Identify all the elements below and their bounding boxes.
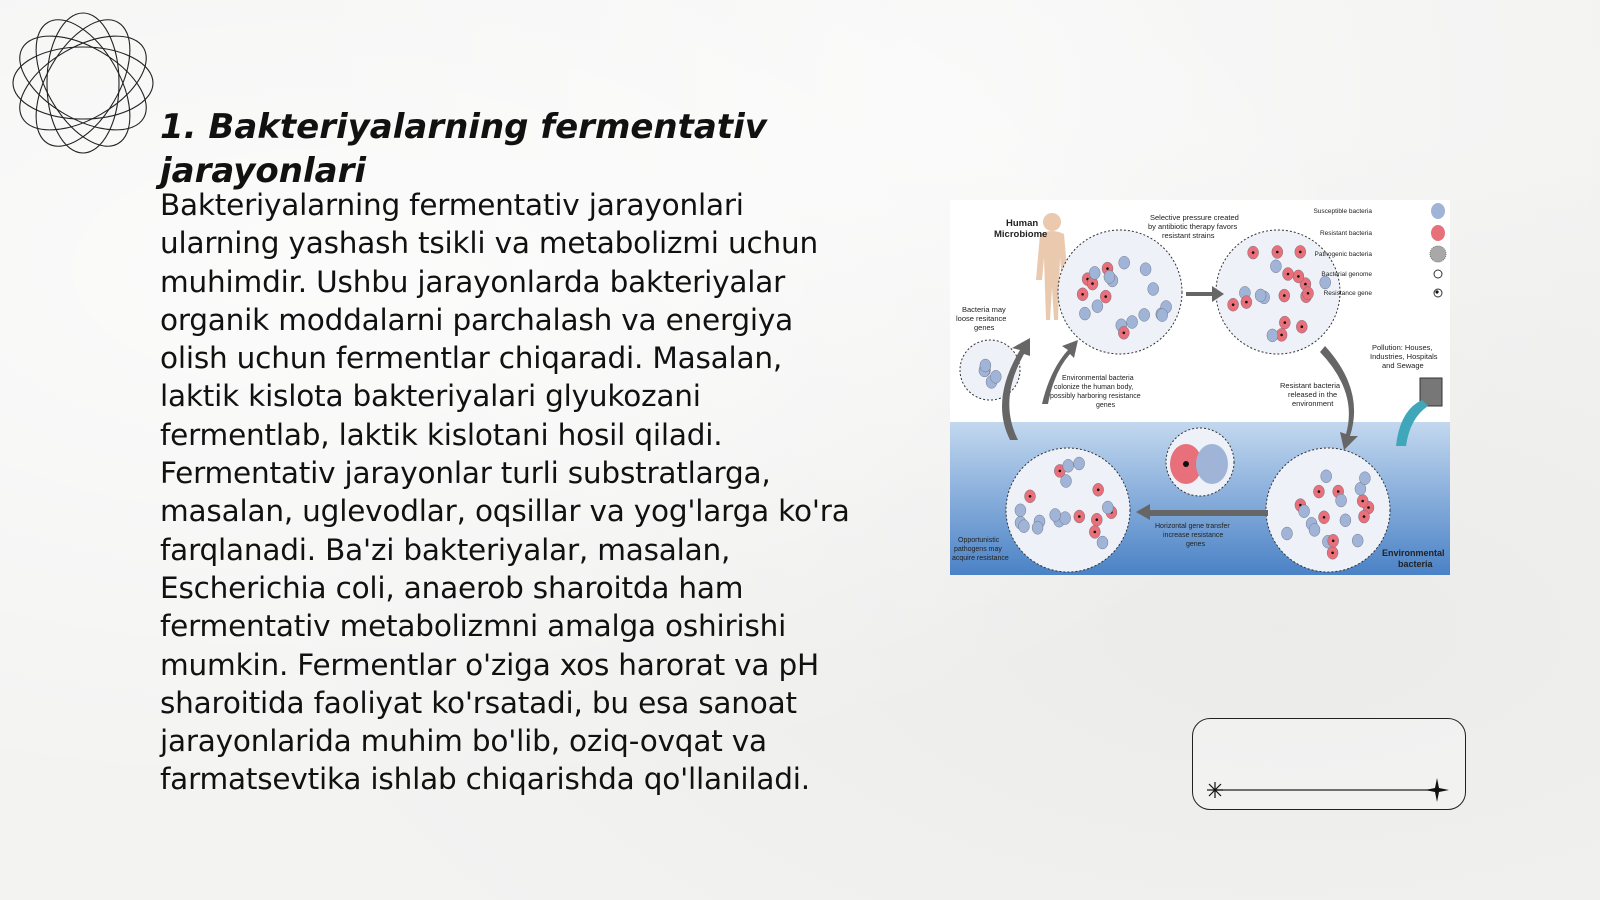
legend-resistant: Resistant bacteria (1319, 230, 1372, 237)
label-human-microbiome: Human Microbiome (994, 218, 1048, 240)
susceptible-bacterium (1063, 459, 1074, 472)
resistance-gene-dot (1094, 531, 1097, 534)
susceptible-bacterium (1282, 527, 1293, 540)
resistance-gene-dot (1123, 332, 1126, 335)
susceptible-bacterium (1359, 472, 1370, 485)
resistance-gene-dot (1301, 325, 1304, 328)
label-environmental-bacteria: Environmental bacteria (1382, 548, 1445, 569)
susceptible-bacterium (1102, 501, 1113, 514)
susceptible-bacterium (1321, 470, 1332, 483)
label-selective-pressure: Selective pressure created by antibiotic therapy favors resistant strains (1148, 213, 1239, 240)
label-pollution: Pollution: Houses, Industries, Hospitals and Sewage (1370, 343, 1438, 370)
susceptible-bacterium (1352, 534, 1363, 547)
susceptible-bacterium (980, 359, 991, 372)
resistance-gene-dot (1363, 515, 1366, 518)
susceptible-bacterium (1050, 509, 1061, 522)
resistance-gene-dot (1297, 275, 1300, 278)
susceptible-bacterium (1015, 504, 1026, 517)
resistance-gene-dot (1361, 500, 1364, 503)
label-env-colonize: Environmental bacteria colonize the human body, possibly harboring resistance genes (1050, 375, 1141, 409)
legend-resistance-gene: Resistance gene (1323, 290, 1372, 297)
susceptible-bacterium (1309, 523, 1320, 536)
timeline-box (1192, 718, 1466, 810)
resistance-gene-dot (1337, 490, 1340, 493)
legend-susceptible: Susceptible bacteria (1313, 208, 1372, 215)
figure-canvas (950, 200, 1450, 575)
susceptible-bacterium (1267, 329, 1278, 342)
susceptible-bacterium (1139, 308, 1150, 321)
circular-knot-ornament-icon (8, 8, 158, 158)
resistance-gene-dot (1287, 273, 1290, 276)
susceptible-bacterium (1119, 256, 1130, 269)
resistance-gene-dot (1078, 515, 1081, 518)
resistance-gene-dot (1304, 283, 1307, 286)
label-opportunistic: Opportunistic pathogens may acquire resistance (952, 537, 1009, 562)
susceptible-bacterium (1097, 536, 1108, 549)
legend-pathogenic: Pathogenic bacteria (1314, 251, 1372, 258)
label-horizontal: Horizontal gene transfer increase resistance genes (1155, 523, 1230, 548)
resistance-gene-dot (1367, 506, 1370, 509)
resistance-gene-dot (1081, 293, 1084, 296)
resistance-cycle-figure (950, 200, 1450, 575)
resistance-gene-dot (1318, 490, 1321, 493)
susceptible-bacterium (1299, 505, 1310, 518)
sparkle-icon (1207, 782, 1223, 798)
resistance-gene-dot (1283, 294, 1286, 297)
resistance-gene-dot (1331, 552, 1334, 555)
resistance-gene-dot (1029, 495, 1032, 498)
resistance-gene-dot (1252, 251, 1255, 254)
resistance-gene-dot (1280, 334, 1283, 337)
susceptible-bacterium (1336, 494, 1347, 507)
resistance-gene-dot (1091, 282, 1094, 285)
susceptible-bacterium (1255, 289, 1266, 302)
resistance-gene-dot (1245, 301, 1248, 304)
label-resistant-released: Resistant bacteria released in the environment (1280, 381, 1341, 408)
resistance-gene-dot (1097, 489, 1100, 492)
resistance-gene-dot (1276, 251, 1279, 254)
resistance-gene-dot (1323, 516, 1326, 519)
resistance-gene-dot (1059, 470, 1062, 473)
susceptible-bacterium (1140, 263, 1151, 276)
susceptible-bacterium (1340, 514, 1351, 527)
susceptible-bacterium (1060, 512, 1071, 525)
susceptible-bacterium (1157, 309, 1168, 322)
susceptible-bacterium (990, 370, 1001, 383)
susceptible-bacterium (1018, 520, 1029, 533)
timeline-graphic (1193, 719, 1465, 809)
susceptible-bacterium (1089, 266, 1100, 279)
resistance-gene-dot (1284, 321, 1287, 324)
label-bacteria-may-loose: Bacteria may loose resitance genes (956, 305, 1007, 332)
susceptible-bacterium (1092, 300, 1103, 313)
susceptible-bacterium (1079, 307, 1090, 320)
resistance-gene-dot (1106, 267, 1109, 270)
star-cross-icon (1425, 778, 1449, 802)
susceptible-bacterium (1104, 270, 1115, 283)
susceptible-bacterium (1148, 283, 1159, 296)
resistance-gene-dot (1307, 292, 1310, 295)
susceptible-bacterium (1032, 521, 1043, 534)
resistance-gene-dot (1232, 303, 1235, 306)
legend-genome: Bacterial genome (1321, 271, 1372, 278)
slide-title: 1. Bakteriyalarning fermentativ jarayonlari (160, 107, 767, 191)
resistance-gene-dot (1104, 295, 1107, 298)
resistance-gene-dot (1299, 251, 1302, 254)
susceptible-bacterium (1074, 457, 1085, 470)
gene-transfer-circle (1166, 428, 1234, 496)
resistance-gene-dot (1096, 518, 1099, 521)
body-text: Bakteriyalarning fermentativ jarayonlari ularning yashash tsikli va metabolizmi uchun muhimdir. Ushbu jarayonlarda bakteriyalar organik moddalarni parchalash va energiya olish uchun fermentlar chiqaradi. Masalan, laktik kislota bakteriyalari glyukozani fermentlab, laktik kislotani hosil qiladi. Fermentativ jarayonlar turli substratlarga, masalan, uglevodlar, oqsillar va yog'larga ko'ra farqlanadi. Ba'zi bakteriyalar, masalan, Escherichia coli, anaerob sharoitda ham fermentativ metabolizmni amalga oshirishi mumkin. Fermentlar o'ziga xos harorat va pH sharoitida faoliyat ko'rsatadi, bu esa sanoat jarayonlarida muhim bo'lib, oziq-ovqat va farmatsevtika ishlab chiqarishda qo'llaniladi. (160, 188, 850, 797)
susceptible-bacterium (1127, 316, 1138, 329)
susceptible-bacterium (1270, 260, 1281, 273)
resistance-gene-dot (1332, 540, 1335, 543)
